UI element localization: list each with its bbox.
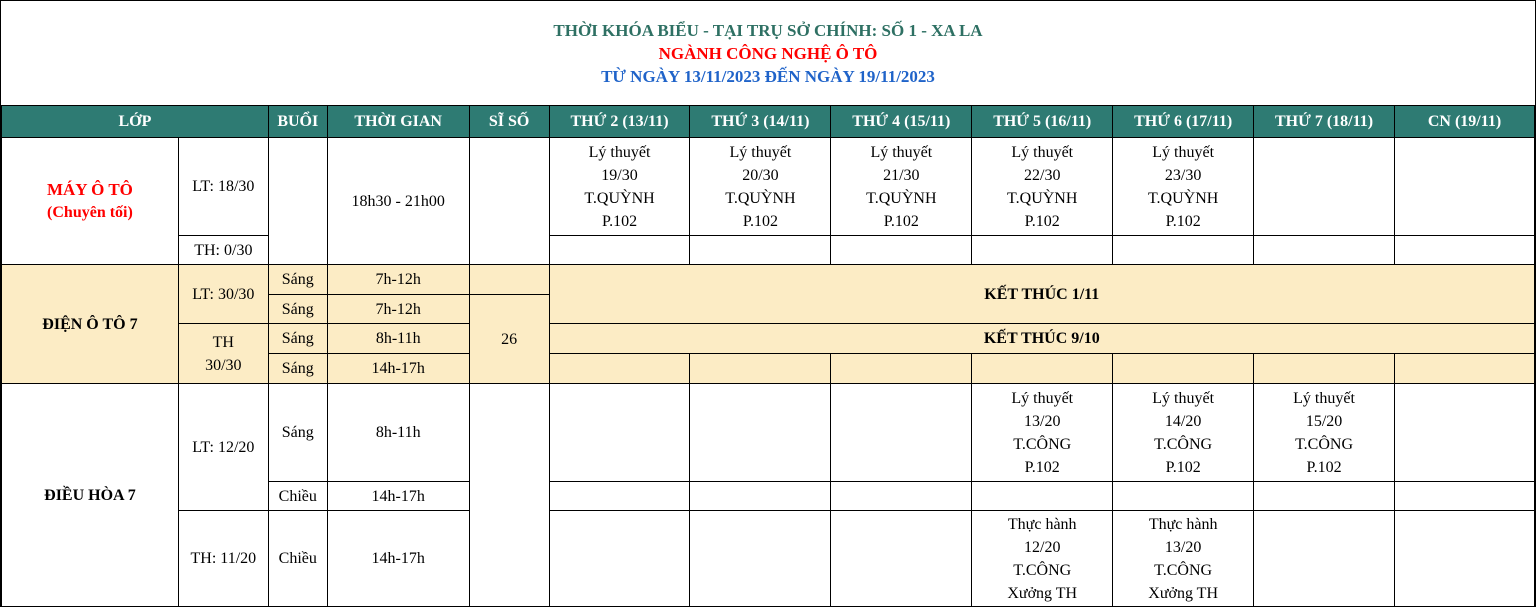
lesson-cell	[972, 138, 1113, 236]
end-notice-lt: KẾT THÚC 1/11	[549, 265, 1534, 324]
col-siso: SĨ SỐ	[469, 106, 549, 138]
th-count	[178, 324, 268, 384]
buoi-cell: Chiều	[268, 482, 327, 511]
lesson-type: Lý thuyết	[588, 143, 651, 161]
lesson-number: 23/30	[1164, 166, 1202, 184]
lesson-room: P.102	[1165, 458, 1201, 476]
col-day: THỨ 4 (15/11)	[831, 106, 972, 138]
empty-cell	[1394, 384, 1534, 482]
buoi-cell: Sáng	[268, 384, 327, 482]
lesson-type: Lý thuyết	[1011, 143, 1074, 161]
lesson-cell	[1113, 511, 1254, 607]
siso-cell	[469, 265, 549, 295]
time-cell: 7h-12h	[327, 295, 469, 324]
schedule-table	[1, 105, 1535, 607]
empty-cell	[1254, 236, 1395, 265]
empty-cell	[549, 384, 690, 482]
table-row	[2, 384, 1535, 482]
timetable-header	[1, 1, 1535, 105]
lesson-number: 12/20	[1024, 538, 1061, 556]
lesson-number: 14/20	[1164, 412, 1202, 430]
col-thoigian: THỜI GIAN	[327, 106, 469, 138]
lesson-type: Lý thuyết	[1152, 143, 1215, 161]
empty-cell	[972, 354, 1113, 384]
empty-cell	[831, 511, 972, 607]
col-day: THỨ 5 (16/11)	[972, 106, 1113, 138]
header-row	[2, 106, 1535, 138]
empty-cell	[549, 354, 690, 384]
lesson-teacher: T.QUỲNH	[1147, 189, 1219, 207]
empty-cell	[1394, 236, 1534, 265]
lesson-type: Thực hành	[1007, 515, 1077, 533]
lesson-cell	[690, 138, 831, 236]
lesson-cell	[1113, 138, 1254, 236]
table-row	[2, 236, 1535, 265]
lesson-teacher: T.CÔNG	[1154, 435, 1213, 453]
lesson-teacher: T.QUỲNH	[725, 189, 796, 207]
lesson-room: Xưởng TH	[1007, 584, 1078, 602]
time-cell: 14h-17h	[327, 511, 469, 607]
lesson-number: 20/30	[742, 166, 779, 184]
col-day: THỨ 6 (17/11)	[1113, 106, 1254, 138]
buoi-cell: Chiều	[268, 511, 327, 607]
lesson-type: Lý thuyết	[870, 143, 933, 161]
lesson-room: P.102	[1024, 212, 1060, 230]
lesson-cell	[972, 511, 1113, 607]
lesson-room: P.102	[1024, 458, 1060, 476]
lesson-number: 22/30	[1024, 166, 1061, 184]
time-cell: 18h30 - 21h00	[327, 138, 469, 265]
lesson-number: 15/20	[1305, 412, 1343, 430]
empty-cell	[1394, 482, 1534, 511]
buoi-cell: Sáng	[268, 295, 327, 324]
lesson-teacher: T.QUỲNH	[866, 189, 937, 207]
lesson-type: Thực hành	[1148, 515, 1218, 533]
buoi-cell: Sáng	[268, 324, 327, 354]
empty-cell	[1254, 354, 1395, 384]
siso-cell	[469, 384, 549, 607]
lt-count: LT: 30/30	[178, 265, 268, 324]
empty-cell	[831, 384, 972, 482]
siso-cell	[469, 138, 549, 265]
lesson-number: 21/30	[883, 166, 920, 184]
lesson-cell	[831, 138, 972, 236]
lesson-teacher: T.CÔNG	[1013, 561, 1072, 579]
empty-cell	[1113, 354, 1254, 384]
end-notice-th: KẾT THÚC 9/10	[549, 324, 1534, 354]
empty-cell	[831, 482, 972, 511]
empty-cell	[1254, 138, 1395, 236]
empty-cell	[1394, 511, 1534, 607]
empty-cell	[549, 482, 690, 511]
table-row	[2, 511, 1535, 607]
empty-cell	[690, 236, 831, 265]
empty-cell	[831, 354, 972, 384]
class-name: MÁY Ô TÔ	[46, 180, 133, 199]
th-label: TH	[212, 333, 234, 351]
lesson-teacher: T.CÔNG	[1295, 435, 1353, 453]
time-cell: 8h-11h	[327, 324, 469, 354]
col-day: THỨ 3 (14/11)	[690, 106, 831, 138]
time-cell: 8h-11h	[327, 384, 469, 482]
col-lop: LỚP	[2, 106, 269, 138]
major-line: NGÀNH CÔNG NGHỆ Ô TÔ	[658, 44, 878, 63]
col-buoi: BUỔI	[268, 106, 327, 138]
table-row	[2, 324, 1535, 354]
lesson-room: Xưởng TH	[1148, 584, 1218, 602]
empty-cell	[831, 236, 972, 265]
empty-cell	[972, 236, 1113, 265]
empty-cell	[549, 236, 690, 265]
buoi-cell	[268, 138, 327, 265]
col-day: CN (19/11)	[1394, 106, 1534, 138]
col-day: THỨ 2 (13/11)	[549, 106, 690, 138]
time-cell: 7h-12h	[327, 265, 469, 295]
empty-cell	[690, 482, 831, 511]
lesson-room: P.102	[601, 212, 638, 230]
lesson-room: P.102	[1306, 458, 1342, 476]
lesson-teacher: T.QUỲNH	[1007, 189, 1078, 207]
empty-cell	[1113, 482, 1254, 511]
empty-cell	[1254, 482, 1395, 511]
lesson-room: P.102	[742, 212, 778, 230]
lesson-teacher: T.CÔNG	[1013, 435, 1072, 453]
siso-cell: 26	[469, 295, 549, 384]
lesson-type: Lý thuyết	[1152, 389, 1215, 407]
class-subtitle: (Chuyên tối)	[47, 204, 133, 221]
lesson-type: Lý thuyết	[729, 143, 792, 161]
lesson-number: 13/20	[1164, 538, 1202, 556]
time-cell: 14h-17h	[327, 482, 469, 511]
lesson-type: Lý thuyết	[1011, 389, 1074, 407]
buoi-cell: Sáng	[268, 265, 327, 295]
empty-cell	[690, 354, 831, 384]
lesson-cell	[1113, 384, 1254, 482]
empty-cell	[1394, 138, 1534, 236]
class-name-dien: ĐIỆN Ô TÔ 7	[2, 265, 179, 384]
empty-cell	[549, 511, 690, 607]
th-count: TH: 11/20	[178, 511, 268, 607]
lesson-type: Lý thuyết	[1293, 389, 1355, 407]
lesson-cell	[549, 138, 690, 236]
empty-cell	[972, 482, 1113, 511]
table-row	[2, 265, 1535, 295]
lesson-cell	[972, 384, 1113, 482]
class-name-may	[2, 138, 179, 265]
time-cell: 14h-17h	[327, 354, 469, 384]
lesson-cell	[1254, 384, 1395, 482]
th-count: TH: 0/30	[178, 236, 268, 265]
empty-cell	[1254, 511, 1395, 607]
empty-cell	[690, 511, 831, 607]
buoi-cell: Sáng	[268, 354, 327, 384]
lt-count: LT: 12/20	[178, 384, 268, 511]
lesson-room: P.102	[1165, 212, 1201, 230]
empty-cell	[1113, 236, 1254, 265]
empty-cell	[1394, 354, 1534, 384]
lesson-room: P.102	[883, 212, 919, 230]
th-value: 30/30	[205, 356, 242, 374]
lesson-number: 19/30	[601, 166, 638, 184]
title-line: THỜI KHÓA BIỂU - TẠI TRỤ SỞ CHÍNH: SỐ 1 - XA LA	[553, 21, 983, 40]
lt-count: LT: 18/30	[178, 138, 268, 236]
class-name-dieuhoa: ĐIỀU HÒA 7	[2, 384, 179, 607]
lesson-teacher: T.QUỲNH	[584, 189, 655, 207]
lesson-number: 13/20	[1024, 412, 1061, 430]
empty-cell	[690, 384, 831, 482]
table-row	[2, 138, 1535, 236]
date-range-line: TỪ NGÀY 13/11/2023 ĐẾN NGÀY 19/11/2023	[601, 67, 935, 86]
col-day: THỨ 7 (18/11)	[1254, 106, 1395, 138]
lesson-teacher: T.CÔNG	[1154, 561, 1213, 579]
